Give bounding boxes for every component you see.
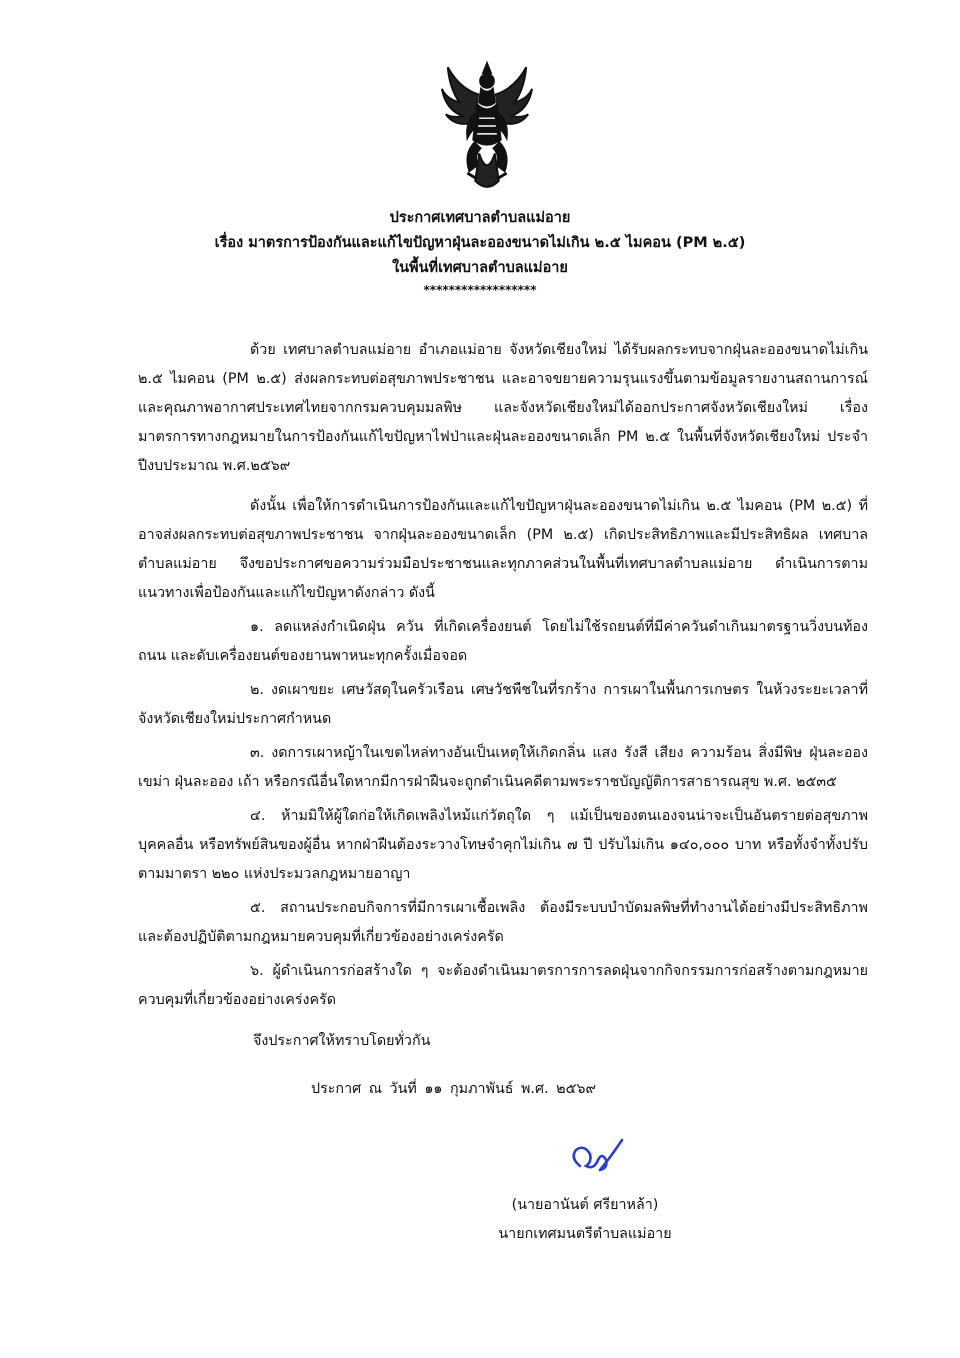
measure-item-5: ๕. สถานประกอบกิจการที่มีการเผาเชื้อเพลิง ต้องมีระบบบำบัดมลพิษที่ทำงานได้อย่างมีประสิทธิภาพ และต้องปฏิบัติตามกฎหมายควบคุมที่เกี่ยวข้องอย่างเคร่งครัด bbox=[138, 900, 868, 945]
intro-paragraph: ด้วย เทศบาลตำบลแม่อาย อำเภอแม่อาย จังหวัดเชียงใหม่ ได้รับผลกระทบจากฝุ่นละอองขนาดไม่เกิน ๒.๕ ไมคอน (PM ๒.๕) ส่งผลกระทบต่อสุขภาพประชาชน และอาจขยายความรุนแรงขึ้นตามข้อมูลรายงานสถานการณ์และคุณภาพอากาศประเทศไทยจากกรมควบคุมมลพิษ และจังหวัดเชียงใหม่ได้ออกประกาศจังหวัดเชียงใหม่ เรื่อง มาตรการทางกฎหมายในการป้องกันแก้ไขปัญหาไฟป่าและฝุ่นละอองขนาดเล็ก PM ๒.๕ ในพื้นที่จังหวัดเชียงใหม่ ประจำปีงบประมาณ พ.ศ.๒๕๖๙ bbox=[138, 342, 868, 474]
measure-item-3: ๓. งดการเผาหญ้าในเขตไหล่ทางอันเป็นเหตุให้เกิดกลิ่น แสง รังสี เสียง ความร้อน สิ่งมีพิษ ฝุ่นละออง เขม่า ฝุ่นละออง เถ้า หรือกรณีอื่นใดหากมีการฝ่าฝืนจะถูกดำเนินคดีตามพระราชบัญญัติการสาธารณสุข พ.ศ. ๒๕๓๕ bbox=[138, 745, 868, 790]
heading-separator: ****************** bbox=[423, 283, 537, 297]
announcement-body bbox=[138, 336, 868, 1020]
announcement-title: ประกาศเทศบาลตำบลแม่อาย bbox=[389, 210, 571, 226]
announcement-subject: เรื่อง มาตรการป้องกันและแก้ไขปัญหาฝุ่นละอองขนาดไม่เกิน ๒.๕ ไมคอน (PM ๒.๕) bbox=[214, 235, 746, 251]
garuda-emblem-icon bbox=[438, 58, 536, 198]
signature-icon bbox=[566, 1136, 626, 1184]
measure-item-6: ๖. ผู้ดำเนินการก่อสร้างใด ๆ จะต้องดำเนินมาตรการการลดฝุ่นจากกิจกรรมการก่อสร้างตามกฎหมายควบคุมที่เกี่ยวข้องอย่างเคร่งครัด bbox=[138, 963, 868, 1008]
purpose-paragraph: ดังนั้น เพื่อให้การดำเนินการป้องกันและแก้ไขปัญหาฝุ่นละอองขนาดไม่เกิน ๒.๕ ไมคอน (PM ๒.๕) ที่อาจส่งผลกระทบต่อสุขภาพประชาชน จากฝุ่นละอองขนาดเล็ก (PM ๒.๕) เกิดประสิทธิภาพและมีประสิทธิผล เทศบาลตำบลแม่อาย จึงขอประกาศขอความร่วมมือประชาชนและทุกภาคส่วนในพื้นที่เทศบาลตำบลแม่อาย ดำเนินการตามแนวทางเพื่อป้องกันและแก้ไขปัญหาดังกล่าว ดังนี้ bbox=[138, 498, 868, 601]
measure-item-1: ๑. ลดแหล่งกำเนิดฝุ่น ควัน ที่เกิดเครื่องยนต์ โดยไม่ใช้รถยนต์ที่มีค่าควันดำเกินมาตรฐานวิ่งบนท้องถนน และดับเครื่องยนต์ของยานพาหนะทุกครั้งเมื่อจอด bbox=[138, 619, 868, 664]
closing-statement: จึงประกาศให้ทราบโดยทั่วกัน bbox=[253, 1033, 431, 1049]
announcement-date: ประกาศ ณ วันที่ ๑๑ กุมภาพันธ์ พ.ศ. ๒๕๖๙ bbox=[311, 1081, 596, 1097]
announcement-area: ในพื้นที่เทศบาลตำบลแม่อาย bbox=[392, 260, 568, 276]
measure-item-4: ๔. ห้ามมิให้ผู้ใดก่อให้เกิดเพลิงไหม้แก่วัตถุใด ๆ แม้เป็นของตนเองจนน่าจะเป็นอันตรายต่อสุขภาพบุคคลอื่น หรือทรัพย์สินของผู้อื่น หากฝ่าฝืนต้องระวางโทษจำคุกไม่เกิน ๗ ปี ปรับไม่เกิน ๑๔๐,๐๐๐ บาท หรือทั้งจำทั้งปรับ ตามมาตรา ๒๒๐ แห่งประมวลกฎหมายอาญา bbox=[138, 808, 868, 882]
measure-item-2: ๒. งดเผาขยะ เศษวัสดุในครัวเรือน เศษวัชพืชในที่รกร้าง การเผาในพื้นการเกษตร ในห้วงระยะเวลาที่จังหวัดเชียงใหม่ประกาศกำหนด bbox=[138, 682, 868, 727]
signer-position: นายกเทศมนตรีตำบลแม่อาย bbox=[498, 1226, 672, 1242]
signer-name: (นายอานันต์ ศรียาหล้า) bbox=[511, 1197, 659, 1213]
